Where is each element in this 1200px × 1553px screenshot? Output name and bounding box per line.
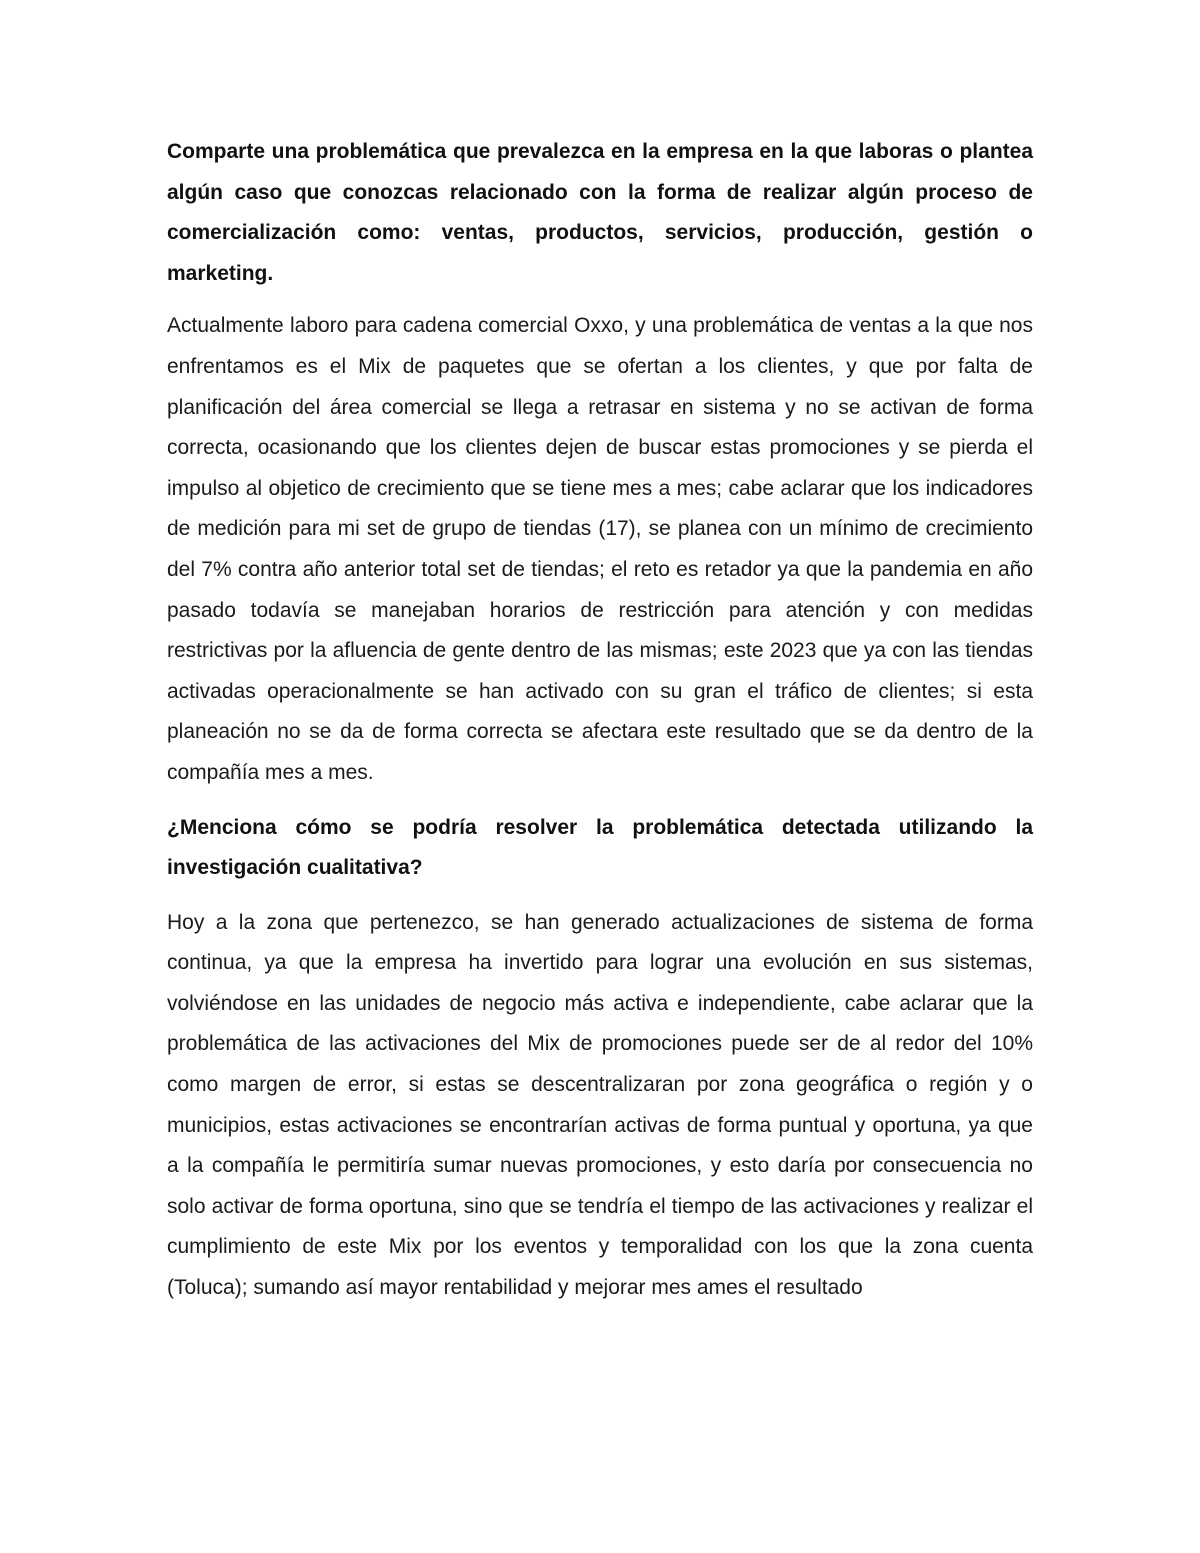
question-2-heading: ¿Menciona cómo se podría resolver la problemática detectada utilizando la investigación cualitativa? [167,815,1033,880]
document-page [167,132,1033,1309]
question-1-heading: Comparte una problemática que prevalezca en la empresa en la que laboras o plantea algún caso que conozcas relacionado con la forma de realizar algún proceso de comercialización como: ventas, productos, servicios, producción, gestión o marketing. [167,140,1033,285]
answer-2-paragraph: Hoy a la zona que pertenezco, se han generado actualizaciones de sistema de forma continua, ya que la empresa ha invertido para lograr una evolución en sus sistemas, volviéndose en las unidades de negocio más activa e independiente, cabe aclarar que la problemática de las activaciones del Mix de promociones puede ser de al redor del 10% como margen de error, si estas se descentralizaran por zona geográfica o región y o municipios, estas activaciones se encontrarían activas de forma puntual y oportuna, ya que a la compañía le permitiría sumar nuevas promociones, y esto daría por consecuencia no solo activar de forma oportuna, sino que se tendría el tiempo de las activaciones y realizar el cumplimiento de este Mix por los eventos y temporalidad con los que la zona cuenta (Toluca); sumando así mayor rentabilidad y mejorar mes ames el resultado [167,910,1033,1300]
answer-1-paragraph: Actualmente laboro para cadena comercial Oxxo, y una problemática de ventas a la que nos enfrentamos es el Mix de paquetes que se ofertan a los clientes, y que por falta de planificación del área comercial se llega a retrasar en sistema y no se activan de forma correcta, ocasionando que los clientes dejen de buscar estas promociones y se pierda el impulso al objetico de crecimiento que se tiene mes a mes; cabe aclarar que los indicadores de medición para mi set de grupo de tiendas (17), se planea con un mínimo de crecimiento del 7% contra año anterior total set de tiendas; el reto es retador ya que la pandemia en año pasado todavía se manejaban horarios de restricción para atención y con medidas restrictivas por la afluencia de gente dentro de las mismas; este 2023 que ya con las tiendas activadas operacionalmente se han activado con su gran el tráfico de clientes; si esta planeación no se da de forma correcta se afectara este resultado que se da dentro de la compañía mes a mes. [167,314,1033,784]
